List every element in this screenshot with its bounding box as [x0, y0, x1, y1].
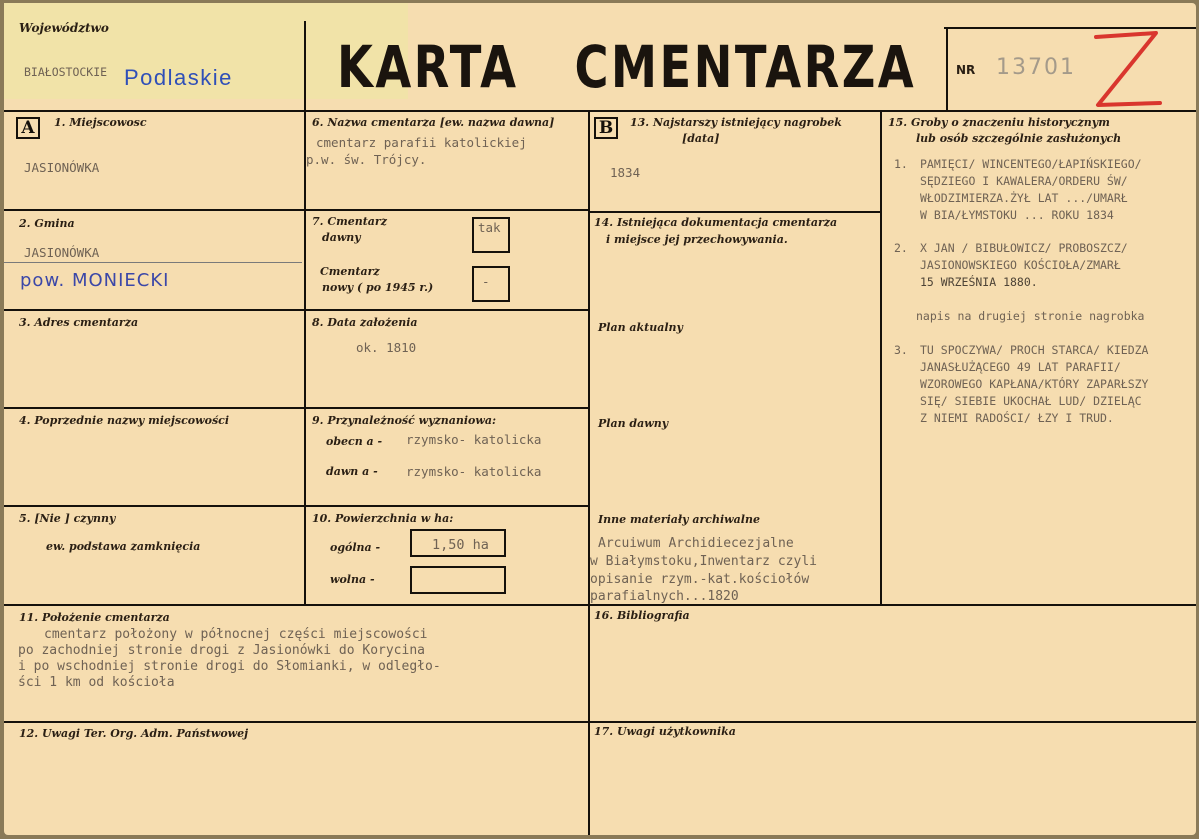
field-9-obecna-label: obecn a - — [326, 435, 383, 448]
field-7-label-1: 7. Cmentarz — [312, 215, 387, 228]
grave-3-line-5: Z NIEMI RADOŚCI/ ŁZY I TRUD. — [920, 411, 1114, 425]
field-15-label-2: lub osób szczególnie zasłużonych — [916, 132, 1122, 145]
inne-materialy-line-4: parafialnych...1820 — [590, 589, 739, 604]
grave-3-line-2: JANASŁUŻĄCEGO 49 LAT PARAFII/ — [920, 360, 1121, 374]
title-word-cmentarza: CMENTARZA — [574, 33, 917, 101]
field-4-label: 4. Poprzednie nazwy miejscowości — [19, 414, 230, 427]
field-7b-checkbox — [472, 266, 510, 302]
inne-materialy-line-2: w Białymstoku,Inwentarz czyli — [590, 554, 817, 569]
inne-materialy-label: Inne materiały archiwalne — [598, 513, 760, 526]
field-6-value-1: cmentarz parafii katolickiej — [316, 135, 527, 150]
field-7b-label-1: Cmentarz — [320, 265, 380, 278]
grave-3-number: 3. — [894, 343, 908, 357]
section-b-marker: B — [594, 117, 618, 139]
grave-1-number: 1. — [894, 157, 908, 171]
field-9-dawna-label: dawn a - — [326, 465, 378, 478]
inne-materialy-line-3: opisanie rzym.-kat.kościołów — [590, 572, 810, 587]
grave-1-line-1: PAMIĘCI/ WINCENTEGO/ŁAPIŃSKIEGO/ — [920, 157, 1142, 171]
divider — [4, 209, 590, 211]
field-17-label: 17. Uwagi użytkownika — [594, 725, 736, 738]
divider — [880, 110, 882, 606]
field-8-value: ok. 1810 — [356, 340, 417, 355]
grave-2-line-1: X JAN / BIBUŁOWICZ/ PROBOSZCZ/ — [920, 241, 1128, 255]
gmina-rule — [4, 262, 302, 263]
grave-1-line-2: SĘDZIEGO I KAWALERA/ORDERU ŚW/ — [920, 174, 1128, 188]
divider — [946, 27, 948, 112]
wojewodztwo-stamp: Podlaskie — [124, 65, 233, 90]
title-word-karta: KARTA — [337, 33, 519, 101]
wojewodztwo-typed: BIAŁOSTOCKIE — [24, 65, 108, 79]
field-10-ogolna-label: ogólna - — [330, 541, 381, 554]
divider — [588, 110, 590, 835]
field-10-label: 10. Powierzchnia w ha: — [312, 512, 454, 525]
field-14-label-2: i miejsce jej przechowywania. — [606, 233, 788, 246]
divider — [4, 505, 590, 507]
field-13-value: 1834 — [610, 165, 641, 180]
category-letter-z — [1090, 31, 1162, 111]
cemetery-record-card — [4, 3, 1196, 835]
field-11-line-4: ści 1 km od kościoła — [18, 675, 175, 690]
field-9-dawna-value: rzymsko- katolicka — [406, 464, 542, 479]
field-10-wolna-label: wolna - — [330, 573, 375, 586]
grave-3-line-4: SIĘ/ SIEBIE UKOCHAŁ LUD/ DZIELĄC — [920, 394, 1142, 408]
field-8-label: 8. Data założenia — [312, 316, 418, 329]
field-13-label-2: [data] — [682, 132, 720, 145]
field-7-value: tak — [478, 220, 501, 235]
field-5-sub: ew. podstawa zamknięcia — [46, 540, 201, 553]
grave-2-note: napis na drugiej stronie nagrobka — [916, 309, 1145, 323]
field-6-value-2: p.w. św. Trójcy. — [306, 152, 427, 167]
divider — [4, 721, 1196, 723]
field-11-label: 11. Położenie cmentarza — [19, 611, 170, 624]
field-2-powiat: pow. MONIECKI — [20, 270, 170, 291]
field-1-value: JASIONÓWKA — [24, 160, 100, 175]
grave-2-line-2: JASIONOWSKIEGO KOŚCIOŁA/ZMARŁ — [920, 258, 1121, 272]
field-7-label-2: dawny — [322, 231, 361, 244]
field-1-label: 1. Miejscowosc — [54, 116, 147, 129]
divider — [4, 407, 590, 409]
section-a-marker: A — [16, 117, 40, 139]
inne-materialy-line-1: Arcuiwum Archidiecezjalne — [598, 536, 794, 551]
field-7b-value: - — [482, 274, 490, 289]
grave-2-line-3: 15 WRZEŚNIA 1880. — [920, 275, 1038, 289]
plan-aktualny-label: Plan aktualny — [598, 321, 683, 334]
nr-value: 13701 — [996, 55, 1076, 80]
field-10-ogolna-value: 1,50 ha — [432, 537, 489, 553]
field-3-label: 3. Adres cmentarza — [19, 316, 139, 329]
divider — [304, 21, 306, 606]
field-7b-label-2: nowy ( po 1945 r.) — [322, 281, 434, 294]
field-9-obecna-value: rzymsko- katolicka — [406, 432, 542, 447]
divider — [4, 309, 590, 311]
field-2-value: JASIONÓWKA — [24, 245, 100, 260]
field-10-wolna-box — [410, 566, 506, 594]
field-2-label: 2. Gmina — [19, 217, 75, 230]
field-6-label: 6. Nazwa cmentarza [ew. nazwa dawna] — [312, 116, 555, 129]
grave-3-line-3: WZOROWEGO KAPŁANA/KTÓRY ZAPARŁSZY — [920, 377, 1149, 391]
divider — [944, 27, 1196, 29]
field-12-label: 12. Uwagi Ter. Org. Adm. Państwowej — [19, 727, 249, 740]
field-16-label: 16. Bibliografia — [594, 609, 690, 622]
grave-1-line-3: WŁODZIMIERZA.ŻYŁ LAT .../UMARŁ — [920, 191, 1128, 205]
field-5-label: 5. [Nie ] czynny — [19, 512, 116, 525]
field-11-line-2: po zachodniej stronie drogi z Jasionówki do Korycina — [18, 643, 425, 658]
field-13-label-1: 13. Najstarszy istniejący nagrobek — [630, 116, 842, 129]
field-15-label-1: 15. Groby o znaczeniu historycznym — [888, 116, 1110, 129]
field-11-line-1: cmentarz położony w północnej części miejscowości — [44, 627, 428, 642]
field-14-label-1: 14. Istniejąca dokumentacja cmentarza — [594, 216, 838, 229]
plan-dawny-label: Plan dawny — [598, 417, 669, 430]
field-11-line-3: i po wschodniej stronie drogi do Słomianki, w odległo- — [18, 659, 441, 674]
divider — [588, 211, 882, 213]
grave-3-line-1: TU SPOCZYWA/ PROCH STARCA/ KIEDZA — [920, 343, 1149, 357]
nr-label: NR — [956, 63, 976, 77]
grave-2-number: 2. — [894, 241, 908, 255]
wojewodztwo-label: Województwo — [19, 21, 109, 35]
field-9-label: 9. Przynależność wyznaniowa: — [312, 414, 497, 427]
card-title — [337, 33, 916, 101]
divider — [4, 110, 1196, 112]
grave-1-line-4: W BIA/ŁYMSTOKU ... ROKU 1834 — [920, 208, 1114, 222]
